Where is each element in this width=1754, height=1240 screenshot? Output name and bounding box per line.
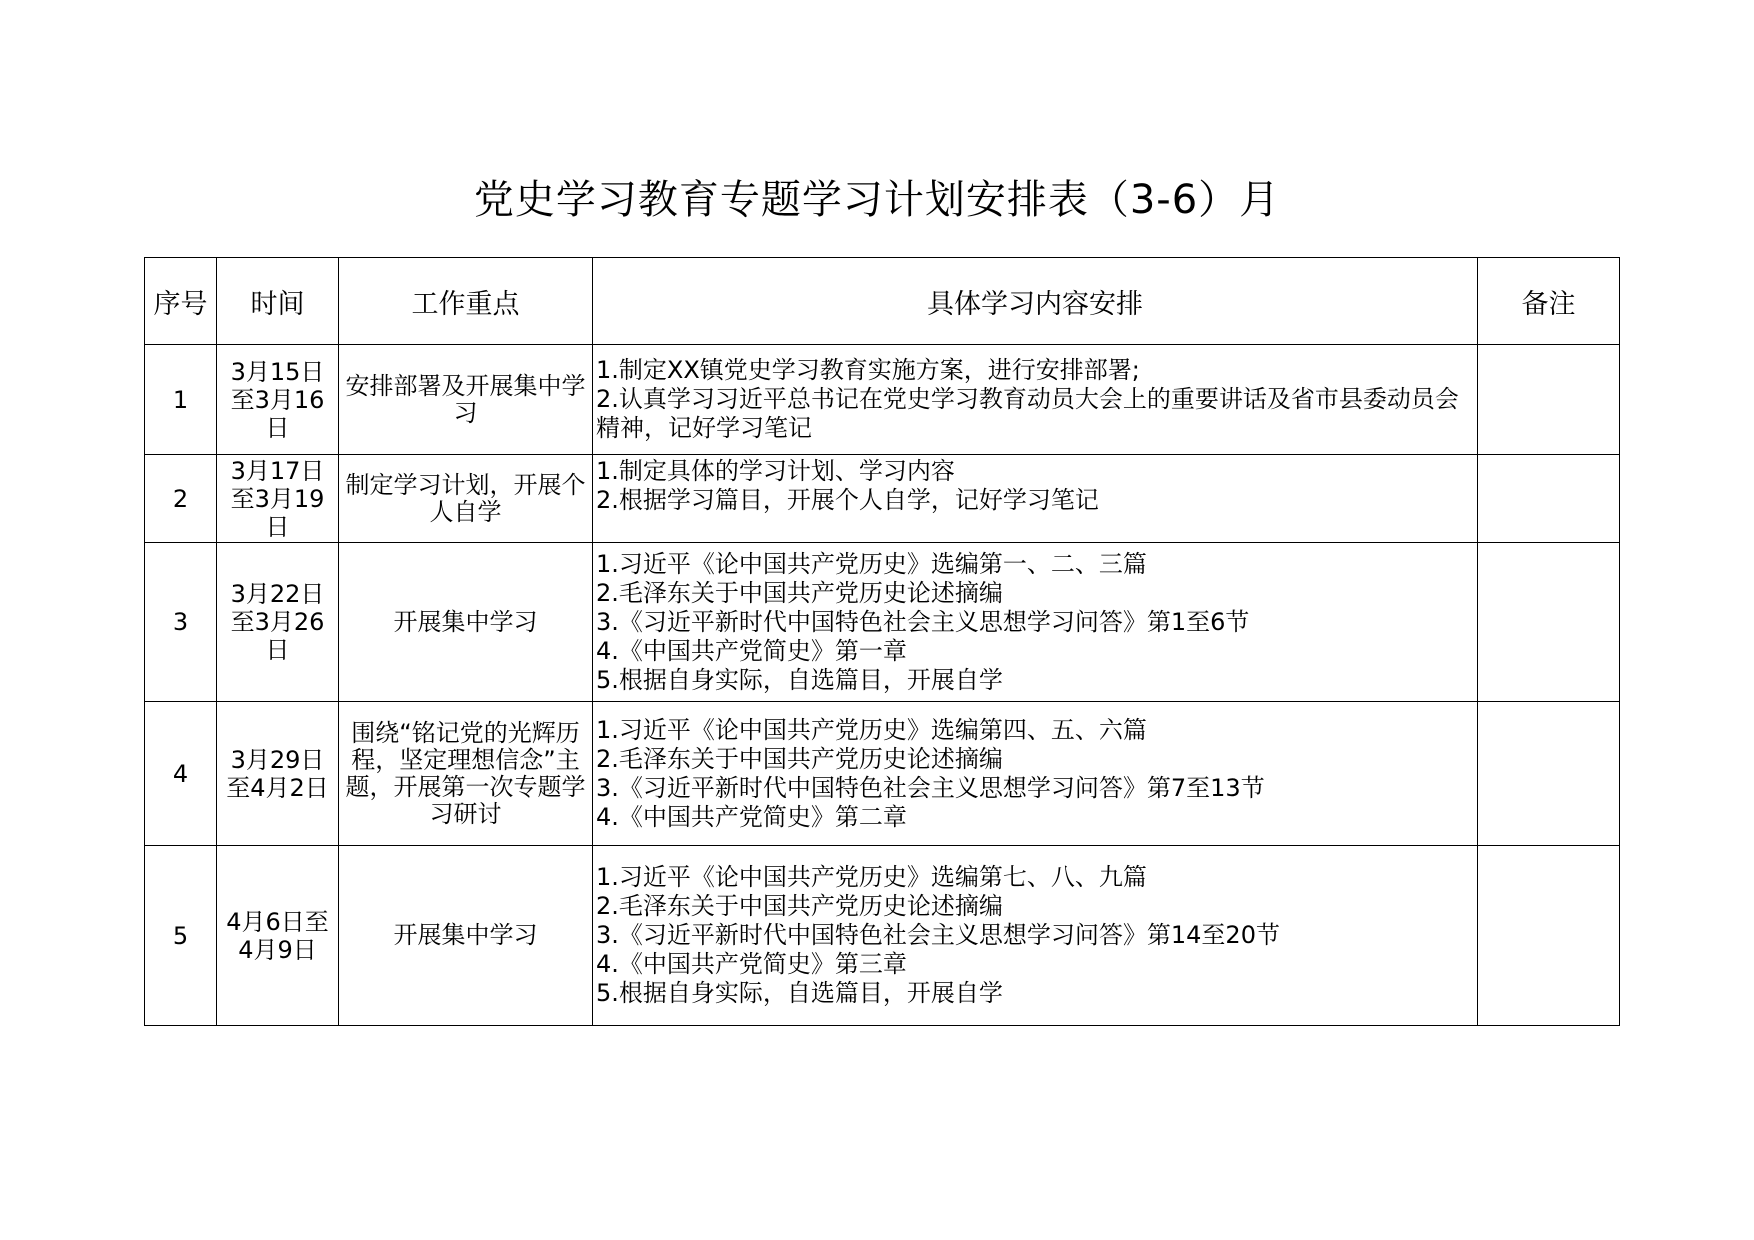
content-line: 3.《习近平新时代中国特色社会主义思想学习问答》第7至13节 (596, 773, 1265, 802)
row-remark (1478, 846, 1620, 1026)
content-line: 1.习近平《论中国共产党历史》选编第四、五、六篇 (596, 715, 1147, 744)
row-no: 4 (145, 702, 217, 846)
row-time: 4月6日至4月9日 (217, 846, 339, 1026)
content-line: 4.《中国共产党简史》第一章 (596, 636, 907, 665)
content-line: 1.制定XX镇党史学习教育实施方案，进行安排部署; (596, 356, 1140, 384)
content-line: 1.制定具体的学习计划、学习内容 (596, 457, 955, 485)
content-line: 1.习近平《论中国共产党历史》选编第七、八、九篇 (596, 863, 1147, 891)
table-row (145, 455, 1620, 543)
content-line: 5.根据自身实际，自选篇目，开展自学 (596, 665, 1003, 694)
row-content (593, 455, 1478, 543)
row-no: 5 (145, 846, 217, 1026)
study-plan-table (144, 257, 1620, 1026)
content-line: 1.习近平《论中国共产党历史》选编第一、二、三篇 (596, 549, 1147, 578)
row-remark (1478, 345, 1620, 455)
row-content (593, 702, 1478, 846)
content-line: 2.根据学习篇目，开展个人自学，记好学习笔记 (596, 486, 1099, 514)
content-line: 2.毛泽东关于中国共产党历史论述摘编 (596, 744, 1003, 773)
row-focus: 安排部署及开展集中学习 (339, 345, 593, 455)
table-row (145, 543, 1620, 702)
row-no: 3 (145, 543, 217, 702)
table-row (145, 702, 1620, 846)
row-focus: 开展集中学习 (339, 846, 593, 1026)
document-title: 党史学习教育专题学习计划安排表（3-6）月 (473, 177, 1281, 223)
content-line: 5.根据自身实际，自选篇目，开展自学 (596, 979, 1003, 1007)
row-remark (1478, 702, 1620, 846)
table-row (145, 345, 1620, 455)
row-time: 3月29日至4月2日 (217, 702, 339, 846)
content-line: 3.《习近平新时代中国特色社会主义思想学习问答》第14至20节 (596, 921, 1280, 949)
row-focus: 制定学习计划，开展个人自学 (339, 455, 593, 543)
row-content (593, 345, 1478, 455)
table-header-row (145, 258, 1620, 345)
row-remark (1478, 455, 1620, 543)
content-line: 4.《中国共产党简史》第三章 (596, 950, 907, 978)
row-remark (1478, 543, 1620, 702)
row-content (593, 543, 1478, 702)
row-no: 1 (145, 345, 217, 455)
row-time: 3月15日至3月16日 (217, 345, 339, 455)
content-line: 2.毛泽东关于中国共产党历史论述摘编 (596, 892, 1003, 920)
header-time: 时间 (217, 258, 339, 345)
row-time: 3月22日至3月26日 (217, 543, 339, 702)
row-no: 2 (145, 455, 217, 543)
content-line: 4.《中国共产党简史》第二章 (596, 802, 907, 831)
row-time: 3月17日至3月19日 (217, 455, 339, 543)
content-line: 3.《习近平新时代中国特色社会主义思想学习问答》第1至6节 (596, 607, 1250, 636)
header-content: 具体学习内容安排 (593, 258, 1478, 345)
header-remark: 备注 (1478, 258, 1620, 345)
row-focus: 开展集中学习 (339, 543, 593, 702)
content-line: 2.毛泽东关于中国共产党历史论述摘编 (596, 578, 1003, 607)
header-no: 序号 (145, 258, 217, 345)
row-content (593, 846, 1478, 1026)
content-line: 2.认真学习习近平总书记在党史学习教育动员大会上的重要讲话及省市县委动员会精神，记好学习笔记 (596, 385, 1459, 442)
header-focus: 工作重点 (339, 258, 593, 345)
table-row (145, 846, 1620, 1026)
row-focus: 围绕“铭记党的光辉历程，坚定理想信念”主题，开展第一次专题学习研讨 (339, 702, 593, 846)
